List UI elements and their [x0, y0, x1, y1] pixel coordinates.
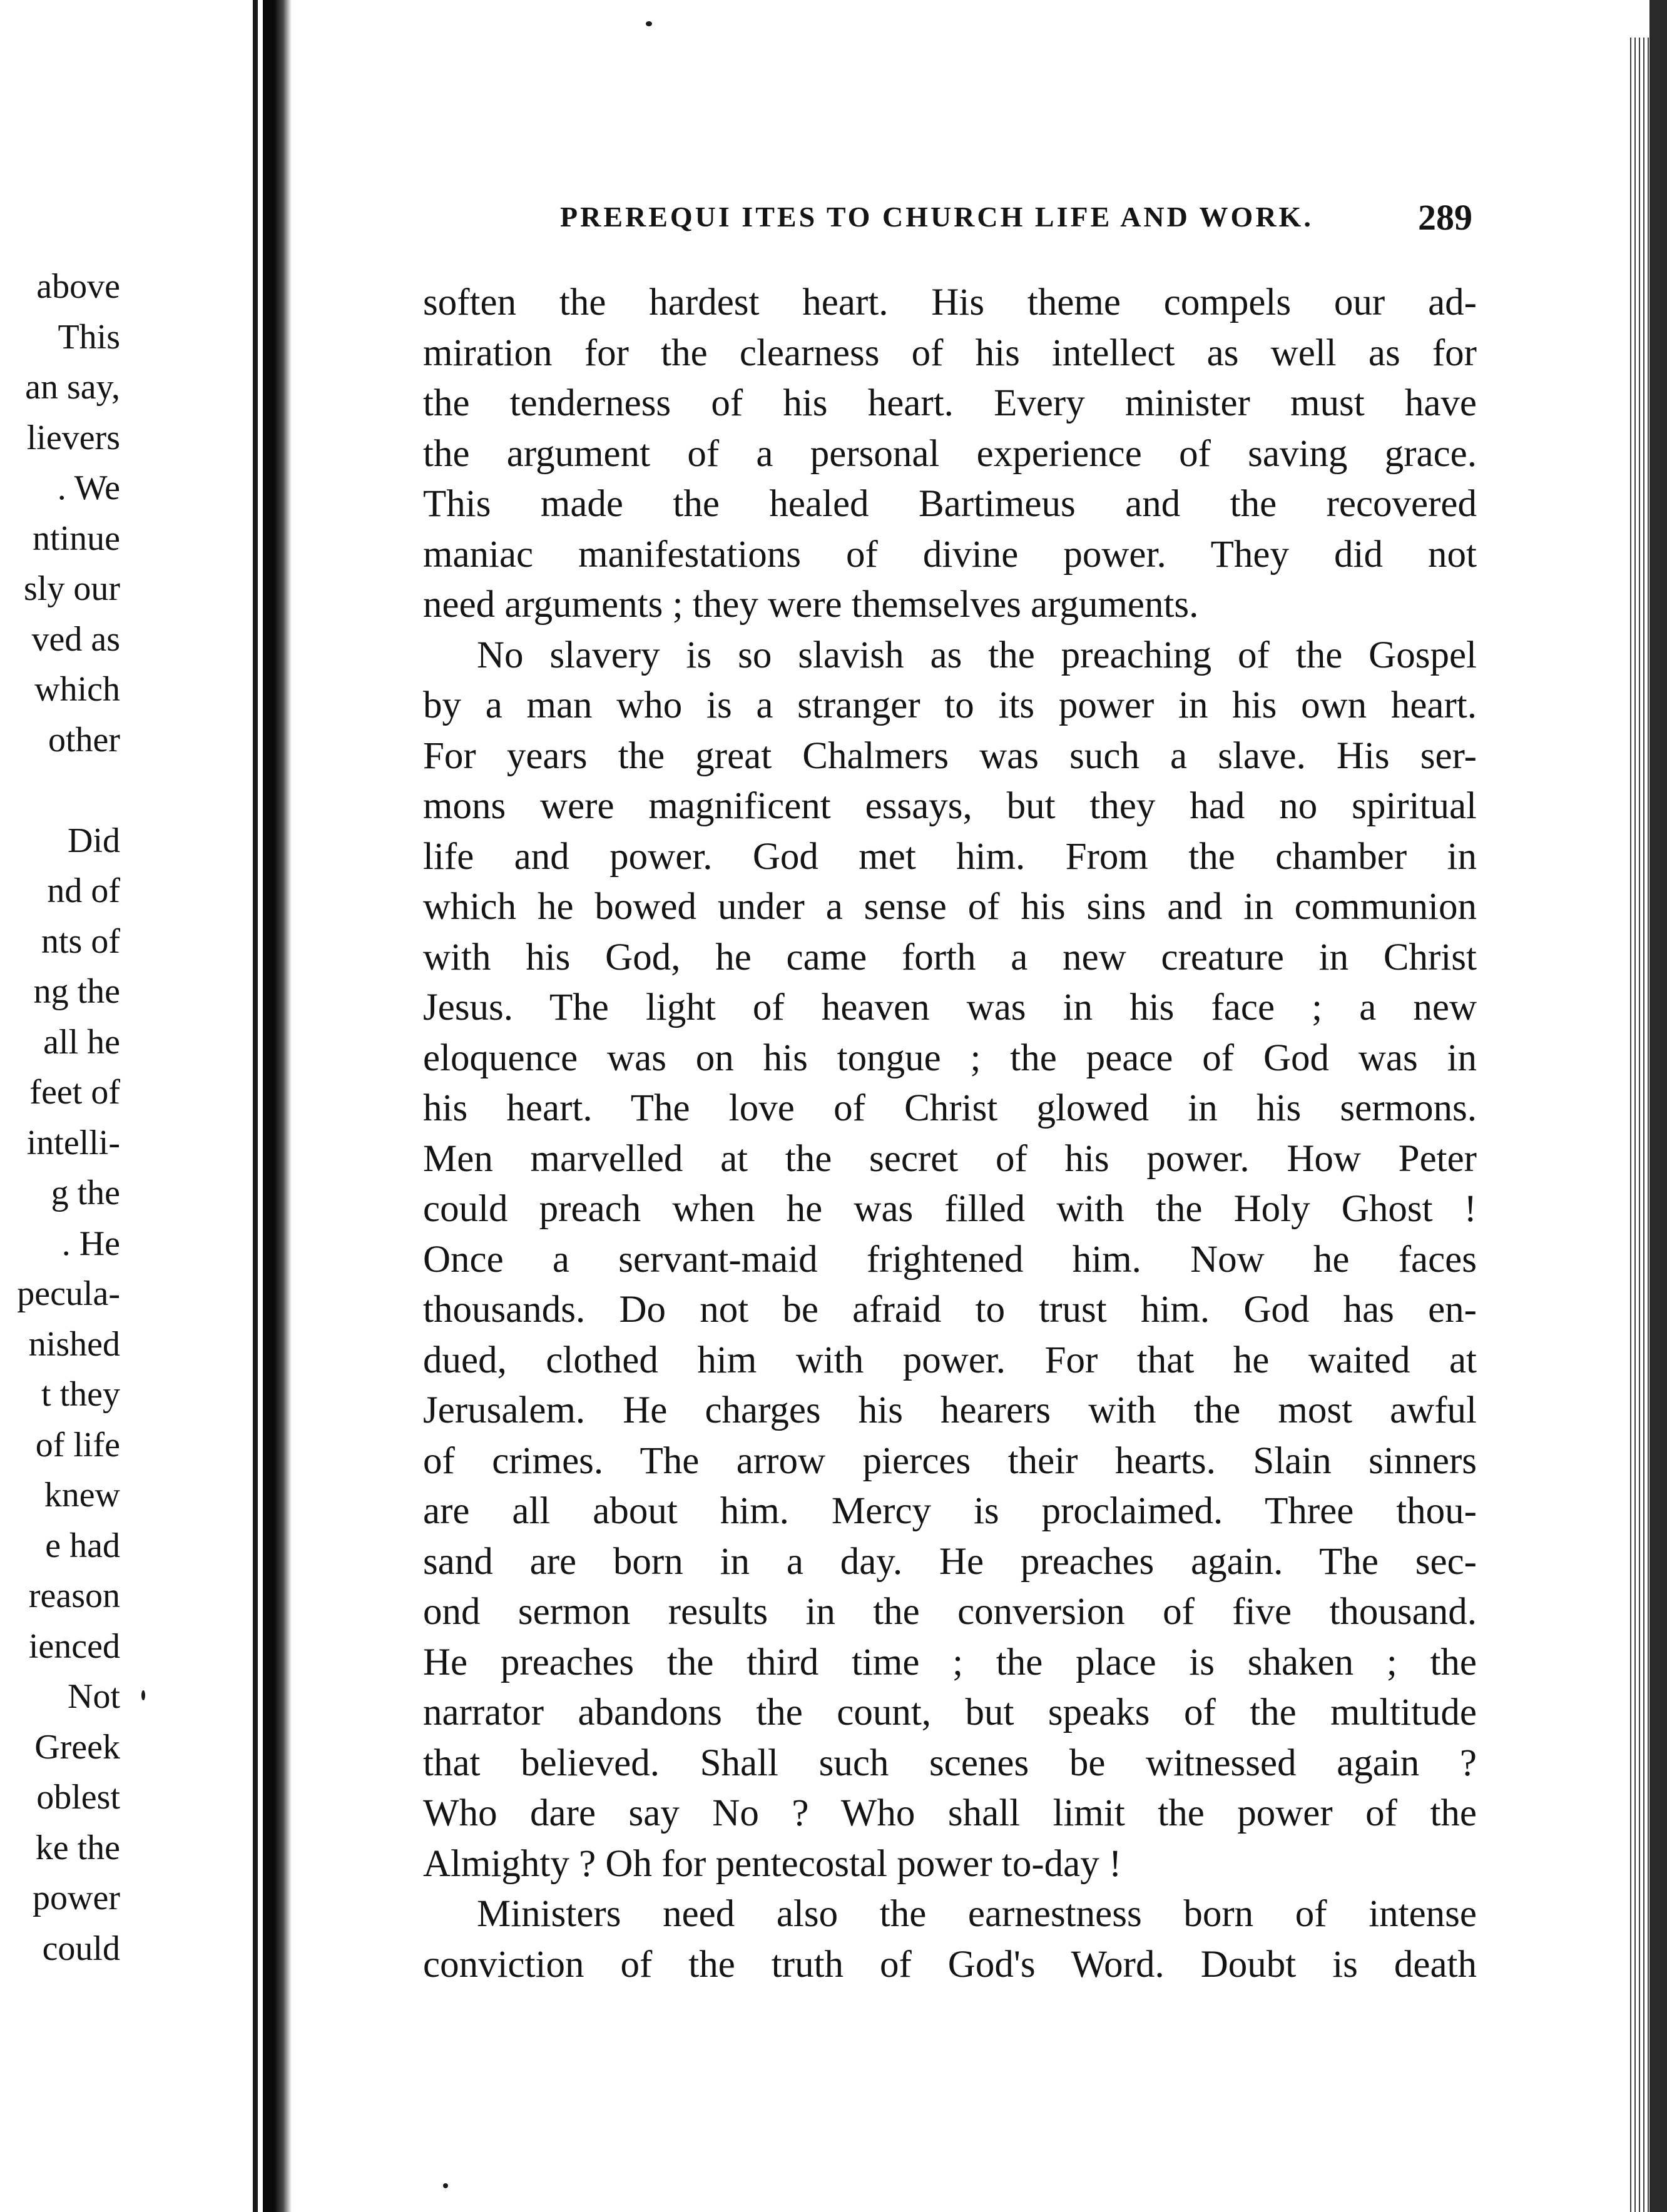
body-text-line: his heart. The love of Christ glowed in his sermons.	[423, 1087, 1477, 1129]
body-text-line: Men marvelled at the secret of his power. How Peter	[423, 1137, 1477, 1180]
previous-page-fragment: Greek	[34, 1727, 120, 1767]
previous-page-fragment: could	[42, 1929, 120, 1968]
previous-page-fragment: ved as	[31, 619, 120, 659]
previous-page-fragment: other	[48, 720, 120, 759]
previous-page-fragment: knew	[44, 1476, 120, 1514]
previous-page-fragment: . We	[57, 469, 120, 507]
previous-page-fragment: g the	[51, 1174, 120, 1212]
previous-page-fragment: oblest	[36, 1778, 120, 1817]
previous-page-fragment: lievers	[26, 418, 120, 457]
previous-page-fragment: which	[34, 670, 120, 709]
previous-page-fragment: ienced	[28, 1626, 120, 1666]
body-text-line: soften the hardest heart. His theme compels our ad-	[423, 282, 1477, 323]
scan-speck	[443, 2183, 448, 2188]
body-text-line: the tenderness of his heart. Every minister must have	[423, 382, 1477, 424]
previous-page-fragment: all he	[43, 1022, 120, 1062]
body-text-line: dued, clothed him with power. For that he waited at	[423, 1339, 1477, 1381]
body-text-line: are all about him. Mercy is proclaimed. Three thou-	[423, 1490, 1477, 1532]
body-text-line: Jesus. The light of heaven was in his face ; a new	[423, 987, 1477, 1028]
running-head-title: PREREQUI ITES TO CHURCH LIFE AND WORK.	[560, 201, 1313, 233]
body-text-line: thousands. Do not be afraid to trust him. God has en-	[423, 1289, 1477, 1331]
previous-page-fragment: ke the	[35, 1828, 120, 1867]
previous-page-fragment: Did	[68, 821, 120, 860]
previous-page-fragment: power	[33, 1879, 120, 1917]
body-text-line: conviction of the truth of God's Word. Doubt is death	[423, 1943, 1477, 1986]
body-text-line: which he bowed under a sense of his sins and in communion	[423, 886, 1477, 928]
previous-page-fragment: pecula-	[17, 1274, 120, 1313]
body-text-line: with his God, he came forth a new creature in Christ	[423, 936, 1477, 978]
body-text-line: maniac manifestations of divine power. They did not	[423, 533, 1477, 576]
body-text-line: life and power. God met him. From the chamber in	[423, 835, 1477, 878]
body-text-line: that believed. Shall such scenes be witnessed again ?	[423, 1742, 1477, 1784]
previous-page-fragment: intelli-	[26, 1123, 120, 1162]
previous-page-fragment: ng the	[33, 972, 120, 1011]
running-head	[560, 196, 1499, 240]
body-text-line: sand are born in a day. He preaches again. The sec-	[423, 1540, 1477, 1583]
previous-page-fragment: ntinue	[33, 519, 120, 558]
previous-page-fragment: sly our	[24, 569, 120, 608]
body-text-line: by a man who is a stranger to its power in his own heart.	[423, 684, 1477, 726]
body-text-line: He preaches the third time ; the place is shaken ; the	[423, 1641, 1477, 1683]
previous-page-fragment: above	[36, 269, 120, 306]
body-text-line: need arguments ; they were themselves arguments.	[423, 584, 1199, 626]
body-text-line: Almighty ? Oh for pentecostal power to-day !	[423, 1842, 1122, 1885]
body-text-line: eloquence was on his tongue ; the peace of God was in	[423, 1037, 1477, 1079]
body-text	[423, 278, 1477, 1990]
previous-page-fragment: of life	[35, 1425, 120, 1464]
body-text-line: miration for the clearness of his intellect as well as for	[423, 332, 1477, 374]
body-text-line: For years the great Chalmers was such a slave. His ser-	[423, 734, 1477, 777]
body-text-line: This made the healed Bartimeus and the recovered	[423, 483, 1477, 525]
previous-page-fragment: nts of	[41, 921, 120, 961]
body-text-line: Ministers need also the earnestness born of intense	[477, 1893, 1477, 1935]
previous-page-fragment: reason	[28, 1576, 120, 1615]
body-text-line: the argument of a personal experience of saving grace.	[423, 432, 1477, 475]
body-text-line: Jerusalem. He charges his hearers with the most awful	[423, 1389, 1477, 1431]
previous-page-fragment: an say,	[25, 368, 120, 407]
body-text-line: of crimes. The arrow pierces their hearts. Slain sinners	[423, 1439, 1477, 1482]
body-text-line: Once a servant-maid frightened him. Now he faces	[423, 1238, 1477, 1281]
body-text-line: No slavery is so slavish as the preaching of the Gospel	[477, 634, 1477, 676]
page-number: 289	[1418, 197, 1472, 238]
previous-page-fragment: nished	[28, 1324, 120, 1364]
previous-page-fragment: Not	[68, 1677, 120, 1716]
page-gutter-shadow	[263, 0, 292, 2212]
scan-speck	[141, 1690, 145, 1700]
page-gutter-line	[253, 0, 258, 2212]
body-text-line: Who dare say No ? Who shall limit the power of the	[423, 1792, 1477, 1834]
previous-page-fragment: e had	[45, 1526, 120, 1565]
previous-page-fragment: This	[58, 317, 120, 357]
body-text-line: could preach when he was filled with the Holy Ghost !	[423, 1188, 1477, 1230]
body-text-line: narrator abandons the count, but speaks of the multitude	[423, 1692, 1477, 1733]
previous-page-fragment: . He	[61, 1224, 120, 1263]
page-edge-shadow	[1649, 0, 1667, 2212]
body-text-line: ond sermon results in the conversion of five thousand.	[423, 1591, 1477, 1633]
previous-page-fragment: t they	[41, 1375, 120, 1414]
previous-page-column	[0, 269, 125, 1983]
previous-page-fragment: nd of	[47, 871, 120, 910]
body-text-line: mons were magnificent essays, but they had no spiritual	[423, 785, 1477, 827]
previous-page-fragment: feet of	[29, 1073, 120, 1112]
scan-speck	[646, 21, 652, 26]
